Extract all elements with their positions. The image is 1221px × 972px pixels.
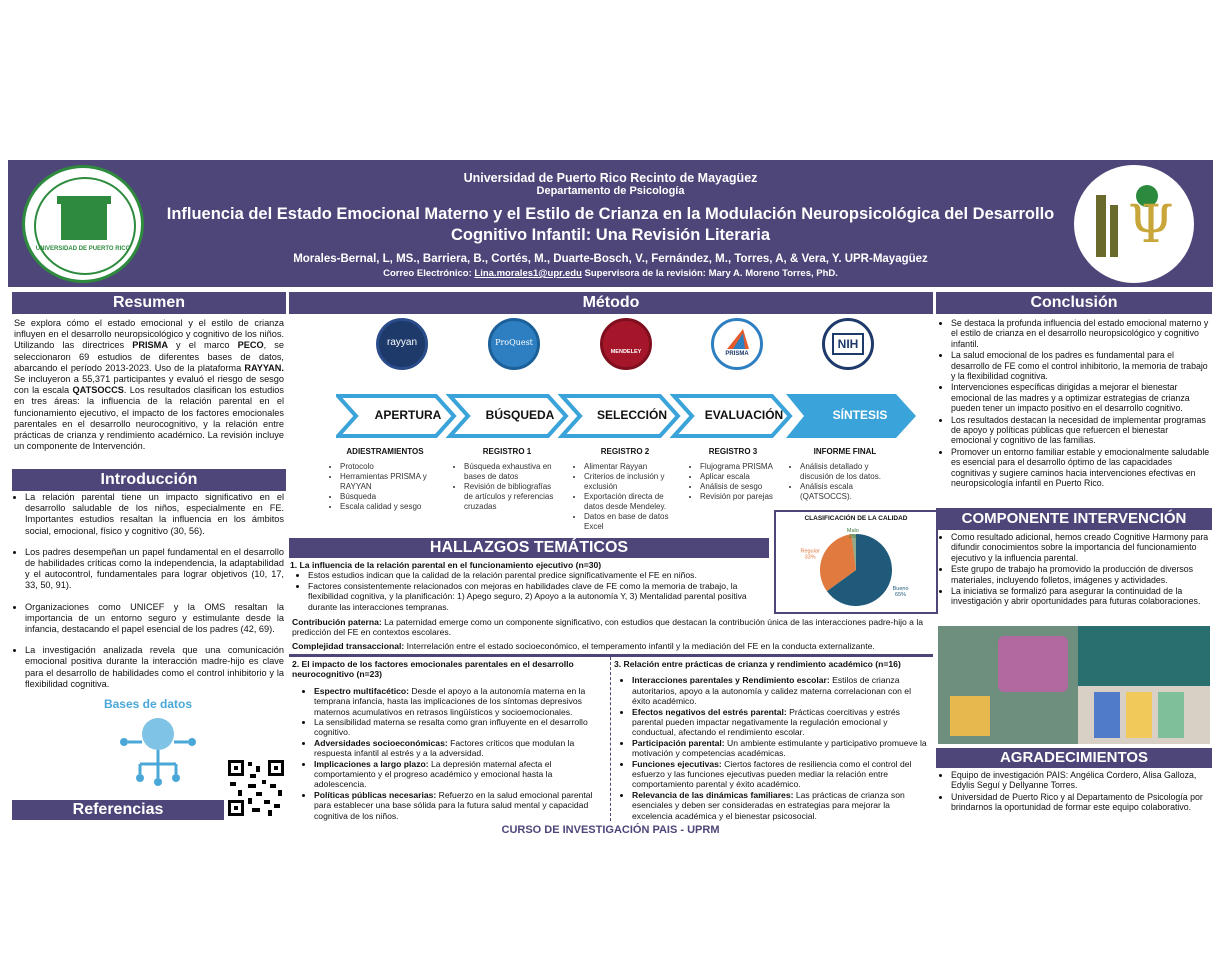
hallazgo-2-item [314, 759, 604, 790]
resumen-rayyan: RAYYAN. [244, 362, 284, 373]
hallazgo-3-item [632, 738, 930, 759]
item-label: Espectro multifacético: [314, 685, 410, 696]
proquest-icon [488, 318, 540, 370]
item-label: Relevancia de las dinámicas familiares: [632, 789, 794, 800]
agradecimientos-heading: AGRADECIMIENTOS [936, 748, 1212, 768]
poster [8, 160, 1213, 842]
divider [289, 654, 933, 657]
resumen-p1: Se explora cómo el estado emocional y el estilo de crianza influyen en el desarrollo neuropsicológico y cognitivo de los niños. Utilizando las directrices [14, 318, 284, 351]
hallazgos-heading: HALLAZGOS TEMÁTICOS [289, 538, 769, 558]
stage-item: • Exportación directa de datos desde Mendeley. [584, 492, 682, 512]
stage-item: • Análisis de sesgo [700, 482, 780, 492]
photo-panel [950, 696, 990, 736]
column-icon [1096, 195, 1106, 257]
stage-item: • Revisión de bibliografías de artículos y referencias cruzadas [464, 482, 562, 512]
stage-item: • Herramientas PRISMA y RAYYAN [340, 472, 442, 492]
contrib-text: La paternidad emerge como un componente significativo, con estudios que destacan la contribución única de las interacciones padre-hijo a la predicción del FE en contextos escolares. [292, 617, 924, 638]
pie-label-malo: Malo 2% [846, 528, 859, 540]
item-label: Efectos negativos del estrés parental: [632, 706, 787, 717]
referencias-heading: Referencias [12, 800, 224, 820]
stage-item: • Análisis escala (QATSOCCS). [800, 482, 890, 502]
resumen-p3: , se seleccionaron 69 estudios de diferentes bases de datos, abarcando el período 2013-2023. Uso de la plataforma [14, 340, 285, 373]
stage-item: • Análisis detallado y discusión de los datos. [800, 462, 890, 482]
stage-item: • Alimentar Rayyan [584, 462, 682, 472]
stage-item: • Datos en base de datos Excel [584, 512, 682, 532]
conclusion-list [938, 318, 1210, 490]
item-text: Estilos de crianza autoritarios, apoyo a la autonomía y calidez materna correlacionan con el éxito académico. [632, 675, 911, 707]
intro-item: • La investigación analizada revela que una comunicación emocional positiva durante la interacción madre-hijo es clave para el desarrollo de habilidades como el control inhibitorio y la flexibilidad cognitiva. [25, 645, 284, 690]
item-label: Funciones ejecutivas: [632, 758, 722, 769]
contact-line [8, 268, 1213, 279]
introduccion-heading: Introducción [12, 469, 286, 491]
intervencion-item: • La iniciativa se formalizó para asegurar la continuidad de la investigación y abrir oportunidades para futuras colaboraciones. [951, 586, 1210, 607]
bases-title: Bases de datos [103, 697, 193, 711]
hallazgo-3-item [632, 759, 930, 790]
stage-title: INFORME FINAL [813, 447, 877, 456]
chart-title: CLASIFICACIÓN DE LA CALIDAD [804, 515, 908, 522]
psychology-logo [1074, 165, 1194, 283]
pie-label-regular: Regular 33% [800, 548, 820, 561]
stage-list [790, 462, 890, 502]
stage-list [690, 462, 780, 502]
quality-pie-chart [774, 510, 938, 614]
stage-title: ADIESTRAMIENTOS [346, 447, 424, 456]
item-label: Adversidades socioeconómicas: [314, 737, 448, 748]
footer: CURSO DE INVESTIGACIÓN PAIS - UPRM [501, 824, 720, 836]
node-icon [154, 778, 162, 786]
resumen-qatsoccs: QATSOCCS [72, 385, 124, 396]
poster-title: Influencia del Estado Emocional Materno y el Estilo de Crianza en la Modulación Neuropsicológica del Desarrollo Cognitivo Infantil: Una Revisión Literaria [166, 205, 1055, 244]
metodo-heading: Método [289, 292, 933, 314]
item-label: Implicaciones a largo plazo: [314, 758, 429, 769]
step-seleccion: SELECCIÓN [596, 408, 667, 422]
resumen-prisma: PRISMA [132, 340, 168, 351]
intervencion-item: • Como resultado adicional, hemos creado Cognitive Harmony para difundir conocimientos sobre la importancia del funcionamiento ejecutivo y la influencia parental. [951, 532, 1210, 563]
conclusion-heading: Conclusión [936, 292, 1212, 314]
brochure-image [1094, 692, 1120, 738]
seal-building-icon [61, 204, 107, 240]
stage-list [330, 462, 442, 512]
resumen-p5: . Los resultados clasifican los estudios en tres áreas: la influencia de la relación parental en el funcionamiento ejecutivo, el impacto de los factores emocionales parentales en el desarrollo neurocognitivo, y la relación entre prácticas de crianza y rendimiento académico. La revisión incluye un componente de Intervención. [14, 385, 284, 452]
intervention-photo-collage [938, 626, 1210, 744]
conclusion-item: • Promover un entorno familiar estable y emocionalmente saludable es esencial para el desarrollo óptimo de las capacidades cognitivas y sugiere caminos hacia intervenciones efectivas en neuropsicología infantil en Puerto Rico. [951, 447, 1210, 489]
resumen-peco: PECO [237, 340, 264, 351]
rayyan-label: rayyan [386, 337, 417, 348]
step-sintesis: SÍNTESIS [832, 408, 888, 422]
node-icon [172, 774, 180, 782]
hallazgo-2 [292, 659, 604, 821]
item-text: Prácticas coercitivas y estrés parental pueden impactar negativamente la regulación emocional y conductual, afectando el rendimiento escolar. [632, 706, 900, 738]
stage-item: • Criterios de inclusión y exclusión [584, 472, 682, 492]
stage-list [574, 462, 682, 532]
step-apertura: APERTURA [374, 408, 442, 422]
psi-icon: Ψ [1128, 195, 1174, 255]
authors: Morales-Bernal, L, MS., Barriera, B., Cortés, M., Duarte-Bosch, V., Fernández, M., Torres, A, & Vera, Y. UPR-Mayagüez [293, 253, 928, 265]
intervencion-heading: COMPONENTE INTERVENCIÓN [936, 508, 1212, 530]
prisma-icon [711, 318, 763, 370]
hallazgo-1-item: • Factores consistentemente relacionados con mejoras en habilidades clave de FE como la memoria de trabajo, la flexibilidad cognitiva, y la planificación: 1) Apego seguro, 2) Apoyo a la autonomía Y, 3) Mentalidad parental positiva durante las interacciones tempranas. [308, 581, 774, 612]
resumen-text [14, 318, 284, 452]
agradecimientos-list [938, 770, 1210, 814]
databases-diagram [88, 712, 228, 790]
mendeley-icon [600, 318, 652, 370]
photo-panel [1078, 626, 1210, 686]
node-icon [120, 738, 128, 746]
intervencion-list [938, 532, 1210, 608]
agradecimientos-item: • Equipo de investigación PAIS: Angélica Cordero, Alisa Galloza, Edylis Seguí y Dellyanne Torres. [951, 770, 1210, 791]
item-text: Factores críticos que modulan la respuesta infantil al estrés y a la adversidad. [314, 737, 575, 759]
hallazgo-3-item [632, 675, 930, 706]
brochure-image [1126, 692, 1152, 738]
complejidad-transaccional [292, 641, 928, 651]
step-busqueda: BÚSQUEDA [485, 408, 555, 422]
item-text: La depresión maternal afecta el comportamiento y el progreso académico y emocional hasta la adolescencia. [314, 758, 553, 790]
stage-list [454, 462, 562, 512]
introduccion-list [12, 492, 284, 691]
hallazgo-3-item [632, 707, 930, 738]
stage-item: • Flujograma PRISMA [700, 462, 780, 472]
resumen-p2: y el marco [167, 340, 238, 351]
node-icon [188, 738, 196, 746]
globe-icon [142, 718, 174, 750]
poster-header [8, 160, 1213, 287]
stage-item: • Aplicar escala [700, 472, 780, 482]
step-evaluacion: EVALUACIÓN [704, 408, 784, 422]
pie-label-bueno: Bueno 65% [892, 585, 909, 598]
conclusion-item: • Los resultados destacan la necesidad de implementar programas de apoyo y políticas públicas que refuercen el bienestar emocional y cognitivo de las familias. [951, 415, 1210, 446]
intro-item: • Los padres desempeñan un papel fundamental en el desarrollo de habilidades críticas como la independencia, la adaptabilidad y el autocontrol, fundamentales para lograr objetivos (10, 17, 33, 50, 91). [25, 547, 284, 592]
conclusion-item: • La salud emocional de los padres es fundamental para el desarrollo de FE como el control inhibitorio, la memoria de trabajo y la flexibilidad cognitiva. [951, 350, 1210, 381]
hallazgo-2-item [314, 790, 604, 821]
contribucion-paterna [292, 617, 928, 638]
mendeley-label: MENDELEY [610, 349, 642, 355]
item-text: Un ambiente estimulante y participativo promueve la motivación y competencias académicas. [632, 737, 927, 759]
hallazgo-2-title: 2. El impacto de los factores emocionales parentales en el desarrollo neurocognitivo (n=23) [292, 659, 574, 680]
conclusion-item: • Intervenciones específicas dirigidas a mejorar el bienestar emocional de las madres y a optimizar estrategias de crianza pueden tener un impacto positivo en el desarrollo cognitivo. [951, 382, 1210, 413]
stage-item: • Escala calidad y sesgo [340, 502, 442, 512]
qr-code[interactable] [226, 758, 286, 818]
item-text: Ciertos factores de resiliencia como el control del esfuerzo y las funciones ejecutivas pueden mediar la relación entre comportamiento parental y éxito académico. [632, 758, 912, 790]
resumen-heading: Resumen [12, 292, 286, 314]
column-divider [610, 657, 611, 821]
prisma-label: PRISMA [725, 351, 749, 357]
email-label: Correo Electrónico: [383, 268, 475, 279]
hallazgo-2-item [314, 738, 604, 759]
rayyan-icon [376, 318, 428, 370]
intervencion-item: • Este grupo de trabajo ha promovido la producción de diversos materiales, incluyendo folletos, imágenes y actividades. [951, 564, 1210, 585]
node-icon [136, 774, 144, 782]
intro-item: • La relación parental tiene un impacto significativo en el desarrollo saludable de los niños, especialmente en FE. Importantes estudios resaltan la influencia en los ámbitos social, emocional, físico y cognitivo (30, 56). [25, 492, 284, 537]
stage-title: REGISTRO 3 [708, 447, 758, 456]
photo-panel [998, 636, 1068, 692]
proquest-label: ProQuest [495, 338, 533, 347]
brochure-image [1158, 692, 1184, 738]
item-label: Políticas públicas necesarias: [314, 789, 437, 800]
hallazgo-2-item [314, 717, 604, 738]
contrib-label: Contribución paterna: [292, 617, 382, 627]
conclusion-item: • Se destaca la profunda influencia del estado emocional materno y el estilo de crianza en el desarrollo neuropsicológico y cognitivo infantil. [951, 318, 1210, 349]
item-label: Participación parental: [632, 737, 725, 748]
seal-text: UNIVERSIDAD DE PUERTO RICO [35, 246, 131, 252]
university-name: Universidad de Puerto Rico Recinto de Mayagüez [463, 171, 758, 185]
stage-item: • Búsqueda exhaustiva en bases de datos [464, 462, 562, 482]
item-label: Interacciones parentales y Rendimiento escolar: [632, 675, 830, 686]
stage-item: • Revisión por parejas [700, 492, 780, 502]
nih-icon [822, 318, 874, 370]
supervisor: Supervisora de la revisión: Mary A. Moreno Torres, PhD. [581, 268, 838, 279]
hallazgo-1 [290, 560, 774, 612]
item-text: Refuerzo en la salud emocional parental para establecer una base sólida para la futura salud mental y capacidad cognitiva de los niños. [314, 789, 593, 821]
stage-title: REGISTRO 1 [482, 447, 532, 456]
stage-title: REGISTRO 2 [600, 447, 650, 456]
nih-label: NIH [832, 333, 864, 355]
intro-item: • Organizaciones como UNICEF y la OMS resaltan la importancia de un entorno seguro y estimulante desde la infancia, destacando el papel esencial de los padres (42, 69). [25, 602, 284, 636]
hallazgo-1-title: 1. La influencia de la relación parental en el funcionamiento ejecutivo (n=30) [290, 560, 602, 570]
stage-item: • Búsqueda [340, 492, 442, 502]
email-link[interactable]: Lina.morales1@upr.edu [474, 268, 582, 279]
item-text: Las prácticas de crianza son esenciales y deben ser consideradas en estrategias para mejorar la excelencia académica y el bienestar psicosocial. [632, 789, 905, 821]
item-text: La sensibilidad materna se resalta como gran influyente en el desarrollo cognitivo. [314, 717, 588, 738]
hallazgo-3-item [632, 790, 930, 821]
hallazgo-1-item: • Estos estudios indican que la calidad de la relación parental predice significativamente el FE en niños. [308, 570, 774, 580]
hallazgo-3 [614, 659, 930, 821]
column-icon [1110, 205, 1118, 257]
stage-item: • Protocolo [340, 462, 442, 472]
item-text: Desde el apoyo a la autonomía materna en la temprana infancia, hasta las implicaciones de los síntomas depresivos maternos acumulativos en retrasos lingüísticos y socioemocionales. [314, 685, 586, 717]
department-name: Departamento de Psicología [536, 185, 685, 197]
hallazgo-2-item [314, 686, 604, 717]
complej-label: Complejidad transaccional: [292, 641, 405, 651]
pie-svg [776, 522, 936, 612]
resumen-p4: Se incluyeron a 55,371 participantes y evaluó el riesgo de sesgo con la escala [14, 374, 284, 396]
hallazgo-3-title: 3. Relación entre prácticas de crianza y rendimiento académico (n=16) [614, 659, 901, 669]
agradecimientos-item: • Universidad de Puerto Rico y al Departamento de Psicología por brindarnos la oportunidad de formar este equipo colaborativo. [951, 792, 1210, 813]
complej-text: Interrelación entre el estado socioeconómico, el temperamento infantil y la mediación del FE en la conducta externalizante. [404, 641, 875, 651]
